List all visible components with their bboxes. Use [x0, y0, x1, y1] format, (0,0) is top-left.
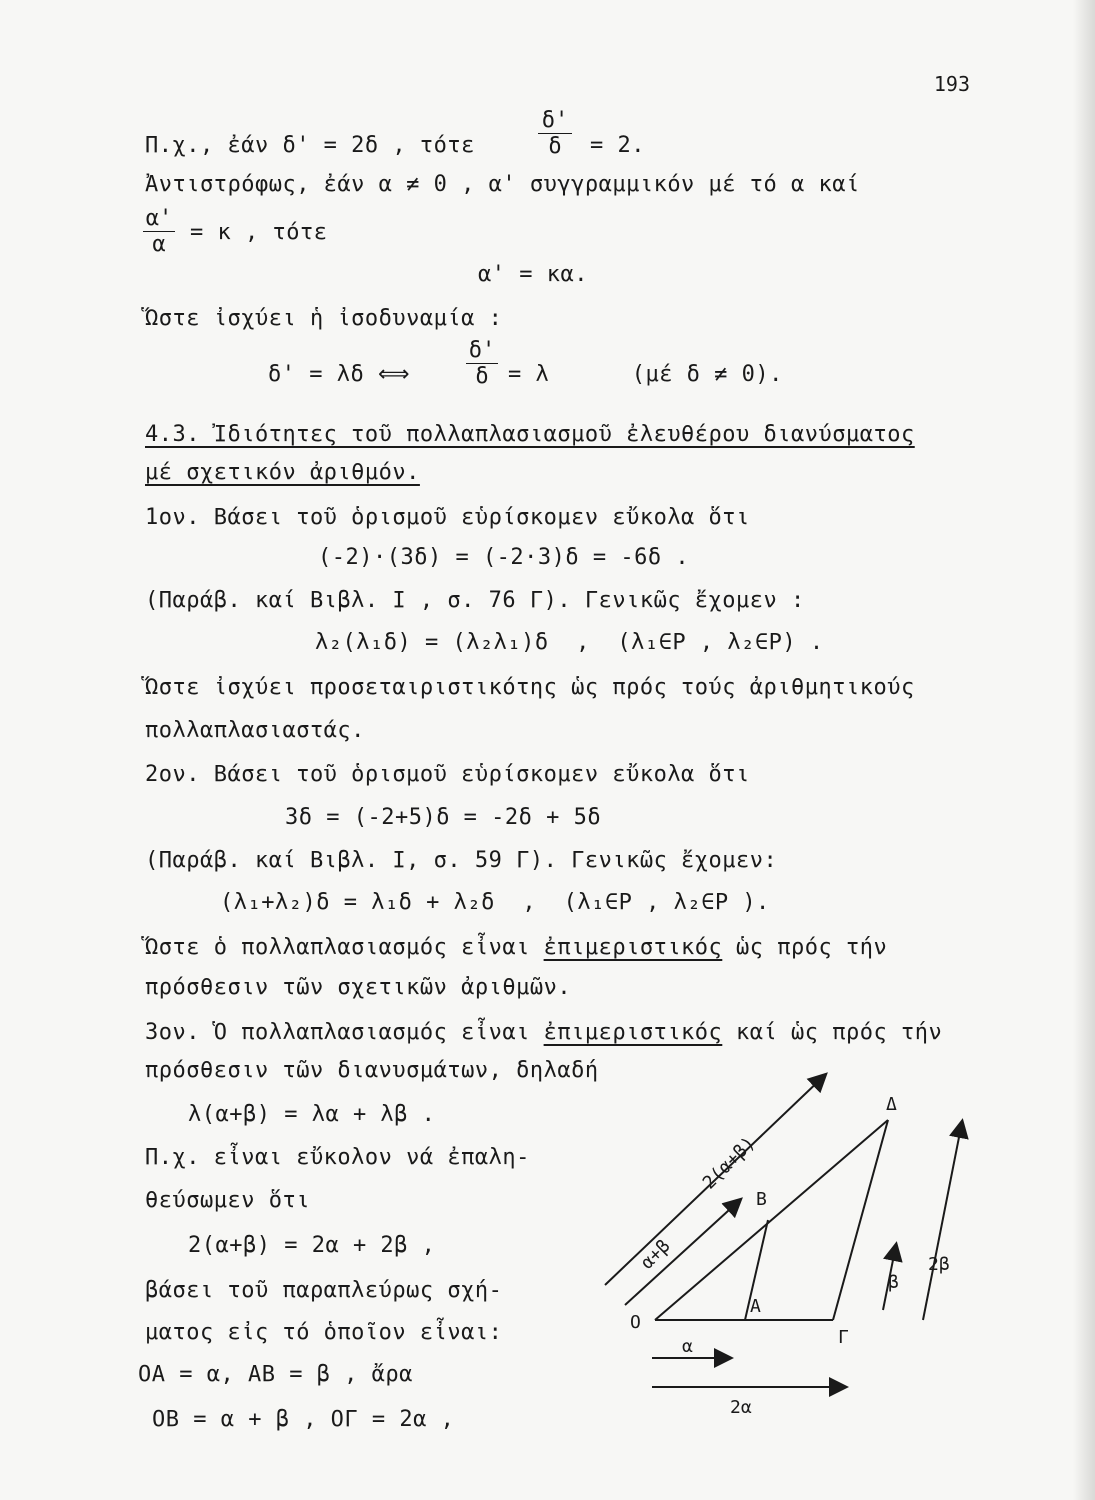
label-a: α [682, 1336, 693, 1357]
label-two-b: 2β [928, 1254, 950, 1275]
label-two-a: 2α [730, 1397, 752, 1418]
label-a-plus-b: α+β [636, 1235, 675, 1274]
label-b: β [888, 1272, 899, 1293]
vector-diagram [590, 1060, 1010, 1450]
fraction-numerator: δ' [468, 338, 496, 363]
point-delta: Δ [886, 1094, 897, 1115]
fraction-numerator: α' [145, 206, 173, 231]
equation-6: 2(α+β) = 2α + 2β , [188, 1233, 436, 1258]
fraction-delta [538, 108, 572, 159]
label-two-a-plus-b: 2(α+β) [698, 1132, 760, 1194]
kappa-line: = κ , τότε [190, 220, 328, 245]
conclusion-1-cont: πολλαπλασιαστάς. [145, 718, 365, 743]
converse-line: Ἀντιστρόφως, ἐάν α ≠ 0 , α' συγγραμμικόν μέ τό α καί [145, 172, 860, 197]
conclusion-2-tail: ὡς πρός τήν [722, 935, 888, 960]
section-heading: 4.3. Ἰδιότητες τοῦ πολλαπλασιασμοῦ ἐλευθέρου διανύσματος [145, 422, 915, 447]
paragraph-2: 2ον. Βάσει τοῦ ὁρισμοῦ εὑρίσκομεν εὔκολα ὅτι [145, 762, 750, 787]
equation-4: (λ₁+λ₂)δ = λ₁δ + λ₂δ , (λ₁∈Ρ , λ₂∈Ρ ). [220, 890, 770, 915]
page-number: 193 [933, 72, 970, 96]
fraction-denominator: δ [466, 363, 498, 389]
conclusion-2 [145, 935, 887, 960]
paragraph-1: 1ον. Βάσει τοῦ ὁρισμοῦ εὑρίσκομεν εὔκολα ὅτι [145, 505, 750, 530]
conclusion-2-cont: πρόσθεσιν τῶν σχετικῶν ἀριθμῶν. [145, 975, 572, 1000]
paragraph-3-text: 3ον. Ὁ πολλαπλασιασμός εἶναι [145, 1020, 544, 1045]
example-line-1: Π.χ., ἐάν δ' = 2δ , τότε [145, 133, 475, 158]
equation-1: (-2)·(3δ) = (-2·3)δ = -6δ . [318, 545, 690, 570]
page-edge-shadow [1073, 0, 1095, 1500]
conclusion-1: Ὥστε ἰσχύει προσεταιριστικότης ὡς πρός τούς ἀριθμητικούς [145, 675, 915, 700]
point-a: A [750, 1296, 761, 1317]
equation-2: λ₂(λ₁δ) = (λ₂λ₁)δ , (λ₁∈Ρ , λ₂∈Ρ) . [315, 630, 824, 655]
equation-5: λ(α+β) = λα + λβ . [188, 1102, 436, 1127]
paragraph-3 [145, 1020, 942, 1045]
alpha-equation: α' = κα. [478, 262, 588, 287]
fraction-equivalence [466, 338, 498, 389]
segment-o-delta [655, 1120, 888, 1320]
equivalence-right: = λ (μέ δ ≠ 0). [508, 362, 783, 387]
point-b: B [756, 1189, 767, 1210]
fraction-denominator: α [143, 231, 175, 257]
example-2-basis-cont: ματος εἰς τό ὁποῖον εἶναι: [145, 1320, 503, 1345]
segment-gamma-delta [833, 1120, 888, 1320]
point-gamma: Γ [838, 1327, 849, 1348]
arrow-two-b [923, 1122, 962, 1320]
paragraph-3-cont: πρόσθεσιν τῶν διανυσμάτων, δηλαδή [145, 1058, 599, 1083]
equivalence-left: δ' = λδ ⟺ [268, 362, 410, 387]
fraction-denominator: δ [538, 133, 572, 159]
point-o: O [630, 1312, 641, 1333]
fraction-numerator: δ' [541, 108, 569, 133]
paragraph-3-tail: καί ὡς πρός τήν [722, 1020, 943, 1045]
section-heading-cont: μέ σχετικόν ἀριθμόν. [145, 460, 420, 485]
reference-1: (Παράβ. καί Βιβλ. Ι , σ. 76 Γ). Γενικῶς ἔχομεν : [145, 588, 805, 613]
conclusion-2-text: Ὥστε ὁ πολλαπλασιασμός εἶναι [145, 935, 544, 960]
distributive-term: ἐπιμεριστικός [543, 935, 723, 960]
vector-defs-2: ΟΒ = α + β , ΟΓ = 2α , [152, 1407, 455, 1432]
vector-defs-1: ΟΑ = α, ΑΒ = β , ἄρα [138, 1362, 413, 1387]
example-2-basis: βάσει τοῦ παραπλεύρως σχή- [145, 1278, 503, 1303]
equation-3: 3δ = (-2+5)δ = -2δ + 5δ [285, 805, 602, 830]
example-2-cont: θεύσωμεν ὅτι [145, 1188, 310, 1213]
equivalence-intro: Ὥστε ἰσχύει ἡ ἰσοδυναμία : [145, 306, 503, 331]
reference-2: (Παράβ. καί Βιβλ. Ι, σ. 59 Γ). Γενικῶς ἔχομεν: [145, 848, 778, 873]
example-2: Π.χ. εἶναι εὔκολον νά ἐπαλη- [145, 1145, 530, 1170]
distributive-term-2: ἐπιμεριστικός [543, 1020, 723, 1045]
fraction-alpha [143, 206, 175, 257]
example-line-1-result: = 2. [590, 133, 645, 158]
